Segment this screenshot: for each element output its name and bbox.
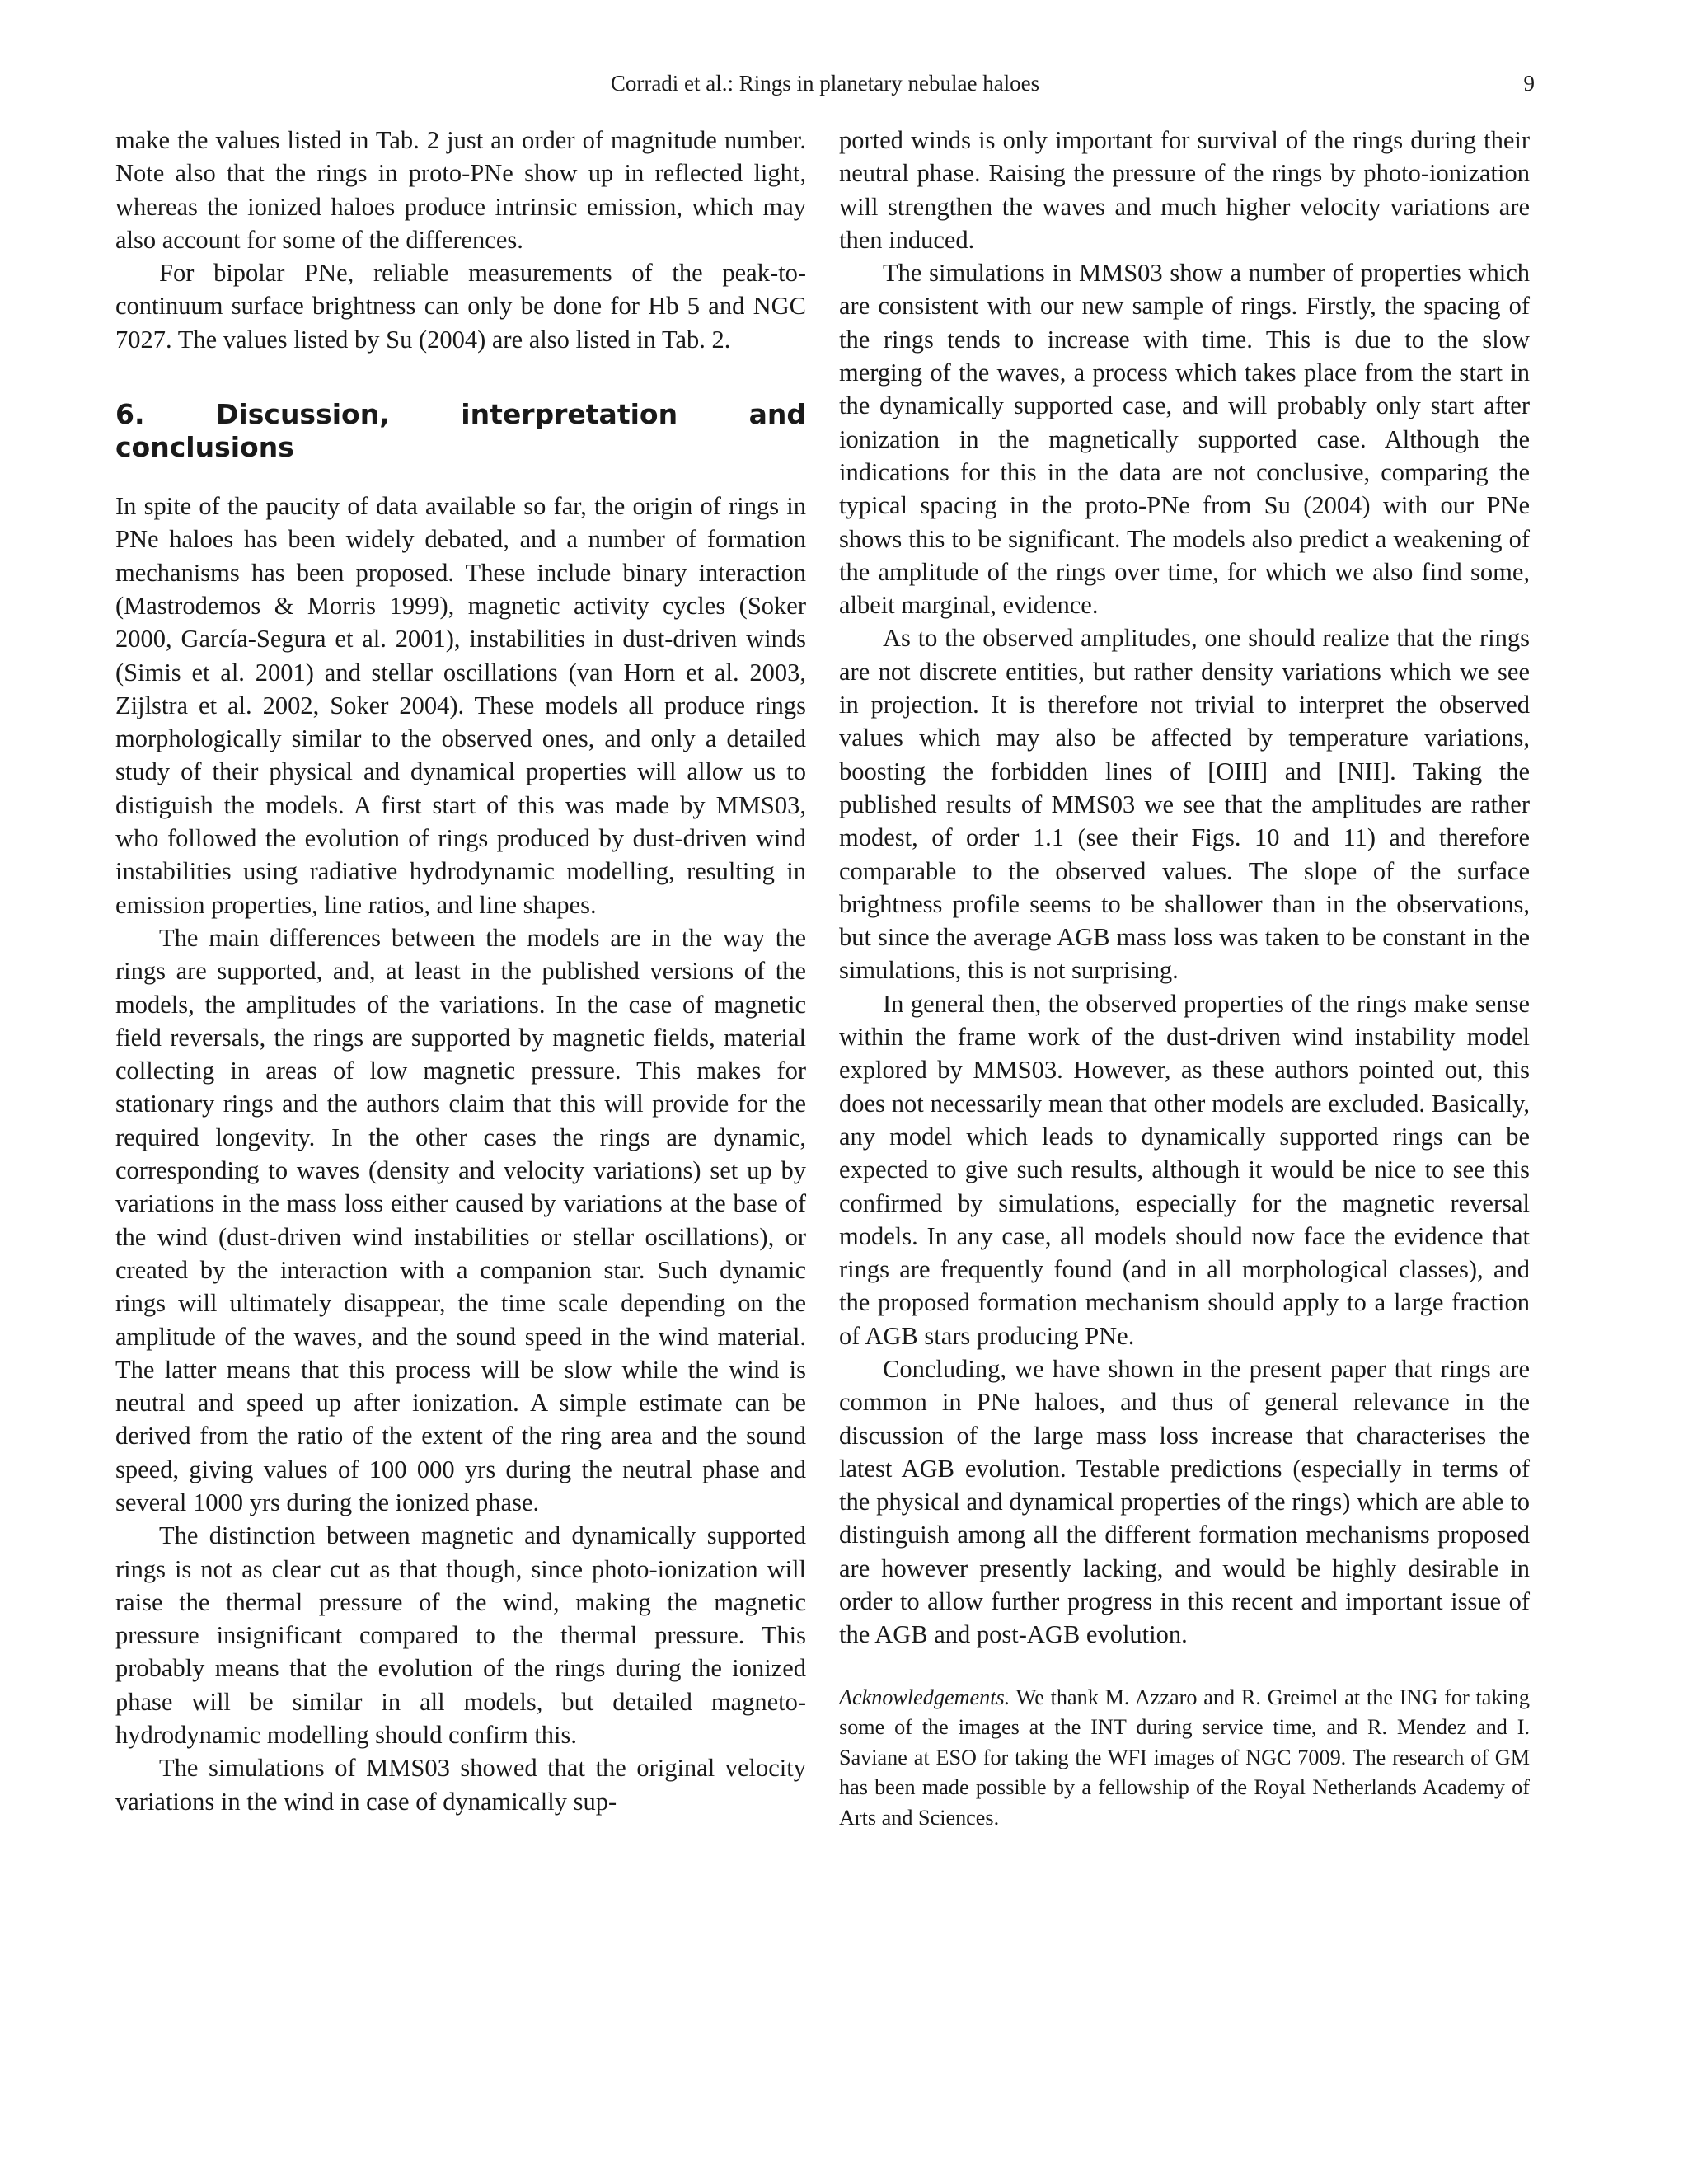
- paragraph: The main differences between the models are in the way the rings are supported, and, at least in the published versions of the models, the amplitudes of the variations. In the case of magnetic field reversals, the rings are supported by magnetic fields, material collecting in areas of low magnetic pressure. This makes for stationary rings and the authors claim that this will provide for the required longevity. In the other cases the rings are dynamic, corresponding to waves (density and velocity variations) set up by variations in the mass loss either caused by variations at the base of the wind (dust-driven wind instabilities or stellar oscillations), or created by the interaction with a companion star. Such dynamic rings will ultimately disappear, the time scale depending on the amplitude of the waves, and the sound speed in the wind material. The latter means that this process will be slow while the wind is neutral and speed up after ionization. A simple estimate can be derived from the ratio of the extent of the ring area and the sound speed, giving values of 100 000 yrs during the neutral phase and several 1000 yrs during the ionized phase.: [115, 923, 806, 1516]
- paragraph: The distinction between magnetic and dynamically supported rings is not as clear cut as that though, since photo-ionization will raise the thermal pressure of the wind, making the magnetic pressure insignificant compared to the thermal pressure. This probably means that the evolution of the rings during the ionized phase will be similar in all models, but detailed magneto-hydrodynamic modelling should confirm this.: [115, 1521, 806, 1750]
- acknowledgements-label: Acknowledgements.: [839, 1685, 1010, 1709]
- paragraph: The simulations in MMS03 show a number of properties which are consistent with our new sample of rings. Firstly, the spacing of the rings tends to increase with time. This is due to the slow merging of the waves, a process which takes place from the start in the dynamically supported case, and will probably only start after ionization in the magnetically supported case. Although the indications for this in the data are not conclusive, comparing the typical spacing in the proto-PNe from Su (2004) with our PNe shows this to be significant. The models also predict a weakening of the amplitude of the rings over time, for which we also find some, albeit marginal, evidence.: [839, 259, 1530, 620]
- paragraph: make the values listed in Tab. 2 just an order of magnitude number. Note also that the rings in proto-PNe show up in reflected light, whereas the ionized haloes produce intrinsic emission, which may also account for some of the differences.: [115, 126, 806, 254]
- paragraph: For bipolar PNe, reliable measurements of the peak-to-continuum surface brightness can only be done for Hb 5 and NGC 7027. The values listed by Su (2004) are also listed in Tab. 2.: [115, 259, 806, 354]
- paragraph: Concluding, we have shown in the present paper that rings are common in PNe haloes, and thus of general relevance in the discussion of the large mass loss increase that characterises the latest AGB evolution. Testable predictions (especially in terms of the physical and dynamical properties of the rings) which are able to distinguish among all the different formation mechanisms proposed are however presently lacking, and would be highly desirable in order to allow further progress in this recent and important issue of the AGB and post-AGB evolution.: [839, 1354, 1530, 1649]
- left-column: [115, 124, 806, 1818]
- paragraph: As to the observed amplitudes, one should realize that the rings are not discrete entities, but rather density variations which we see in projection. It is therefore not trivial to interpret the observed values which may also be affected by temperature variations, boosting the forbidden lines of [OIII] and [NII]. Taking the published results of MMS03 we see that the amplitudes are rather modest, of order 1.1 (see their Figs. 10 and 11) and therefore comparable to the observed values. The slope of the surface brightness profile seems to be shallower than in the observations, but since the average AGB mass loss was taken to be constant in the simulations, this is not surprising.: [839, 624, 1530, 985]
- right-column: [839, 124, 1530, 1833]
- acknowledgements: [839, 1683, 1530, 1834]
- paragraph: In spite of the paucity of data available so far, the origin of rings in PNe haloes has been widely debated, and a number of formation mechanisms has been proposed. These include binary interaction (Mastrodemos & Morris 1999), magnetic activity cycles (Soker 2000, García-Segura et al. 2001), instabilities in dust-driven winds (Simis et al. 2001) and stellar oscillations (van Horn et al. 2003, Zijlstra et al. 2002, Soker 2004). These models all produce rings morphologically similar to the observed ones, and only a detailed study of their physical and dynamical properties will allow us to distiguish the models. A first start of this was made by MMS03, who followed the evolution of rings produced by dust-driven wind instabilities using radiative hydrodynamic modelling, resulting in emission properties, line ratios, and line shapes.: [115, 492, 806, 919]
- paragraph: In general then, the observed properties of the rings make sense within the frame work of the dust-driven wind instability model explored by MMS03. However, as these authors pointed out, this does not necessarily mean that other models are excluded. Basically, any model which leads to dynamically supported rings can be expected to give such results, although it would be nice to see this confirmed by simulations, especially for the magnetic reversal models. In any case, all models should now face the evidence that rings are frequently found (and in all morphological classes), and the proposed formation mechanism should apply to a large fraction of AGB stars producing PNe.: [839, 989, 1530, 1350]
- section-heading: 6. Discussion, interpretation and conclusions: [115, 398, 806, 464]
- paragraph: The simulations of MMS03 showed that the original velocity variations in the wind in case of dynamically sup-: [115, 1754, 806, 1816]
- acknowledgements-text: We thank M. Azzaro and R. Greimel at the ING for taking some of the images at the INT during service time, and R. Mendez and I. Saviane at ESO for taking the WFI images of NGC 7009. The research of GM has been made possible by a fellowship of the Royal Netherlands Academy of Arts and Sciences.: [839, 1685, 1530, 1830]
- paragraph: ported winds is only important for survival of the rings during their neutral phase. Raising the pressure of the rings by photo-ionization will strengthen the waves and much higher velocity variations are then induced.: [839, 126, 1530, 254]
- running-title: Corradi et al.: Rings in planetary nebulae haloes: [610, 71, 1040, 96]
- page-number: 9: [1523, 71, 1535, 96]
- running-header: [115, 71, 1535, 104]
